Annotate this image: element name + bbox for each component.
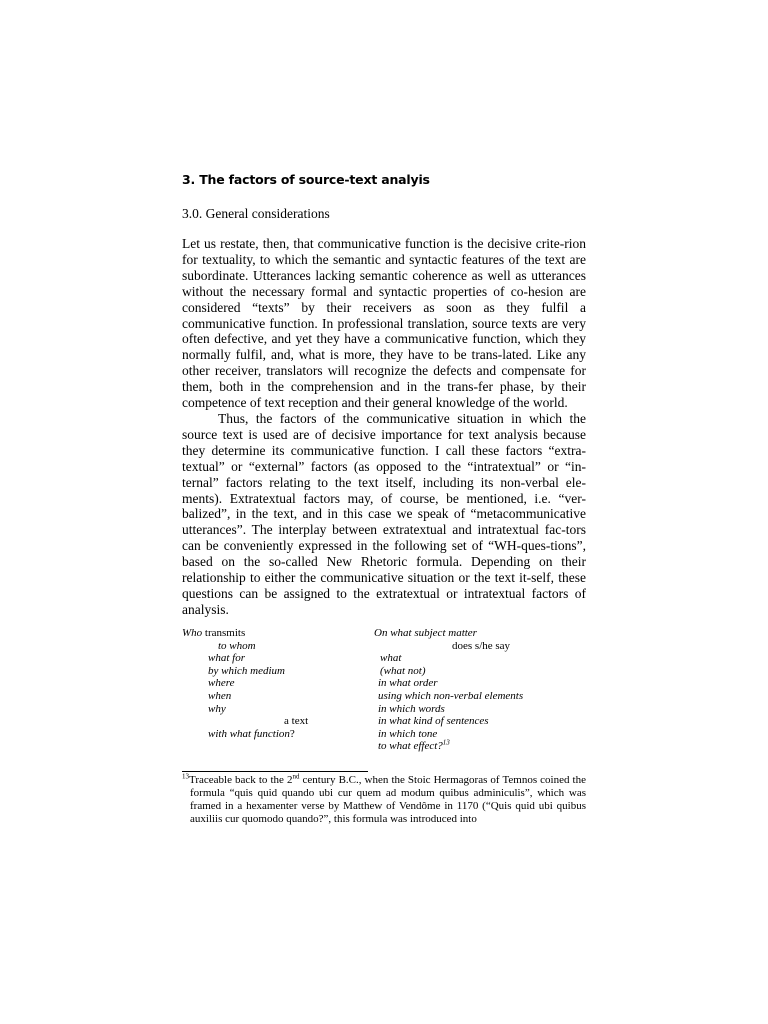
wh-in-what-kind-of-sentences: in what kind of sentences (378, 715, 489, 728)
wh-in-which-tone: in which tone (378, 727, 438, 740)
wh-transmits: transmits (204, 627, 246, 639)
wh-question-mark: ? (289, 727, 295, 740)
wh-does-she-say: does s/he say (452, 639, 511, 652)
wh-where: where (208, 677, 235, 690)
wh-when: when (208, 689, 232, 702)
paragraph-2: Thus, the factors of the communicative situation in which the source text is used are of decisive importance for text analysis because they determine its communicative function. I call these factors “extra-textual” or “external” factors (as opposed to the “intratextual” or “in-ternal” factors relating to the text itself, including its non-verbal ele-ments). Extratextual factors may, of course, be mentioned, i.e. “ver-balized”, in the text, and in this case we speak of “metacommunicative utterances”. The interplay between extratextual and intratextual fac-tors can be conveniently expressed in the following set of “WH-ques-tions”, based on the so-called New Rhetoric formula. Depending on their relationship to either the communicative situation or the text it-self, these questions can be assigned to the extratextual or intratextual factors of analysis. (182, 410, 586, 617)
footnote-text-start: Traceable back to the 2 (189, 774, 293, 786)
footnote-ref: 13 (442, 738, 450, 747)
body-text (182, 236, 586, 618)
wh-using-which-non-verbal-elements: using which non-verbal elements (378, 689, 524, 702)
footnote (182, 774, 586, 826)
footnote-ordinal: nd (292, 772, 300, 781)
footnote-text-rest: century B.C., when the Stoic Hermagoras of Temnos coined the formula “quis quid quando ubi cur quem ad modum quibus adminiculis”, which was framed in a hexamenter verse by Matthew of Vendôme in 1170 (“Quis quid ubi quibus auxiliis cur quomodo quando?”, this formula was introduced into (190, 774, 586, 825)
wh-in-what-order: in what order (378, 677, 438, 690)
section-title: 3. The factors of source-text analyis (182, 172, 430, 187)
wh-line (182, 627, 382, 640)
wh-extratextual-column (182, 627, 382, 740)
wh-a-text: a text (284, 715, 309, 728)
wh-on-what-subject-matter: On what subject matter (374, 627, 477, 639)
wh-what: what (380, 652, 402, 665)
wh-who: Who (182, 627, 203, 639)
wh-why: why (208, 702, 226, 715)
wh-to-what-effect: to what effect? (378, 740, 443, 753)
wh-in-which-words: in which words (378, 702, 445, 715)
footnote-rule (182, 771, 368, 772)
wh-line (374, 740, 586, 753)
wh-by-which-medium: by which medium (208, 664, 285, 677)
paragraph-1: Let us restate, then, that communicative function is the decisive crite-rion for textuality, to which the semantic and syntactic features of the text are subordinate. Utterances lacking semantic coherence as well as utterances without the necessary formal and syntactic properties of co-hesion are considered “texts” by their receivers as soon as they fulfil a communicative function. In professional translation, source texts are very often defective, and yet they have a communicative function, which they normally fulfil, and, what is more, they have to be trans-lated. Like any other receiver, translators will recognize the defects and compensate for them, both in the comprehension and in the trans-fer phase, by their competence of text reception and their general knowledge of the world. (182, 236, 586, 411)
footnote-number: 13 (182, 772, 189, 781)
wh-to-whom: to whom (218, 639, 256, 652)
wh-with-what-function: with what function (208, 727, 290, 740)
wh-line (182, 728, 382, 741)
wh-intratextual-column (374, 627, 586, 753)
wh-what-not: (what not) (380, 664, 426, 677)
wh-what-for: what for (208, 652, 245, 665)
section-subtitle: 3.0. General considerations (182, 206, 330, 221)
